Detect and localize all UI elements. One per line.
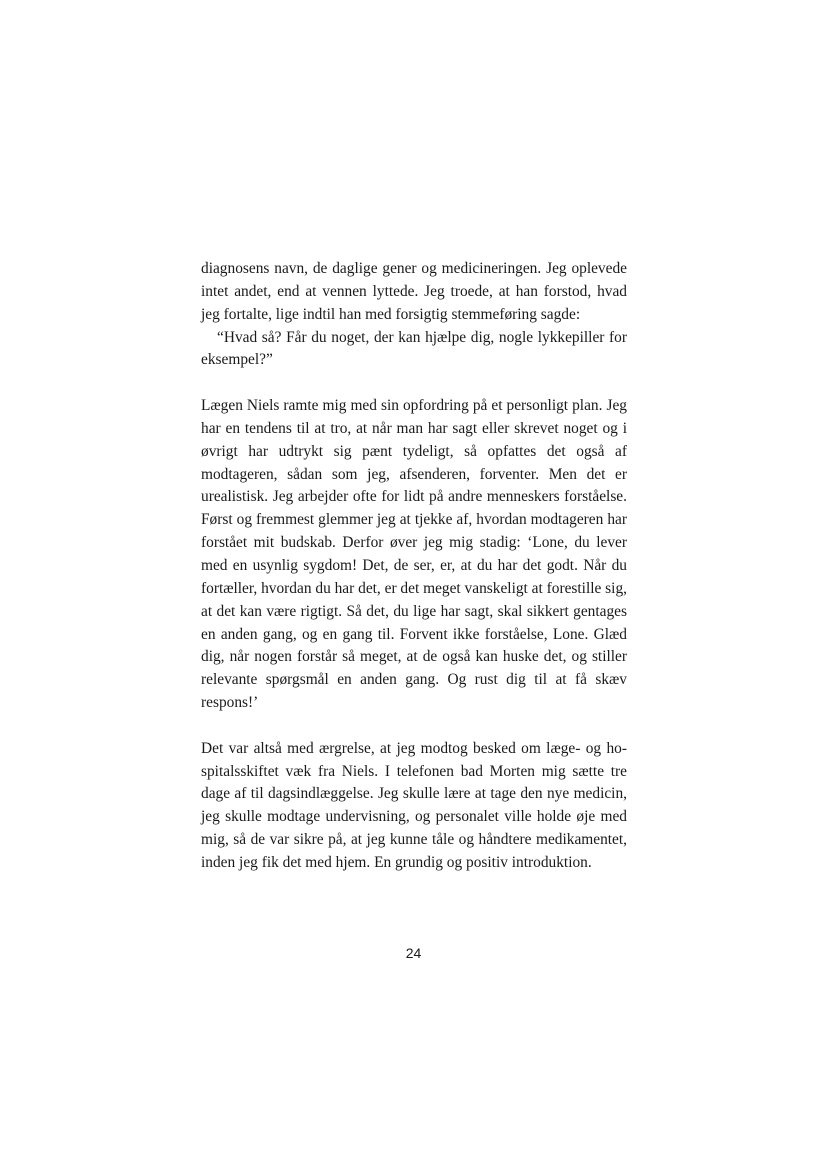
page-number: 24: [405, 945, 422, 961]
paragraph-3: Lægen Niels ramte mig med sin opfordring på et personligt plan. Jeg har en tendens til at tro, at når man har sagt eller skrevet noget og i øvrigt har udtrykt sig pænt tydeligt, så opfattes det også af modtageren, sådan som jeg, afsenderen, forventer. Men det er urealistisk. Jeg arbejder ofte for lidt på andre menneskers forståelse. Først og fremmest glemmer jeg at tjekke af, hvordan modtageren har forstået mit budskab. Derfor øver jeg mig stadig: ‘Lone, du lever med en usynlig sygdom! Det, de ser, er, at du har det godt. Når du fortæller, hvordan du har det, er det meget vanskeligt at forestille sig, at det kan være rigtigt. Så det, du lige har sagt, skal sikkert gentages en anden gang, og en gang til. Forvent ikke forståelse, Lone. Glæd dig, når nogen forstår så meget, at de også kan huske det, og stiller relevante spørgsmål en anden gang. Og rust dig til at få skæv respons!’: [201, 397, 627, 712]
paragraph-2-dialogue: “Hvad så? Får du noget, der kan hjælpe dig, nogle lykkepiller for eksempel?”: [201, 328, 627, 369]
body-text: [201, 258, 627, 875]
paragraph-1: diagnosens navn, de daglige gener og medicineringen. Jeg oplevede intet andet, end at vennen lyttede. Jeg troede, at han forstod, hvad jeg fortalte, lige indtil han med forsigtig stemmeføring sagde:: [201, 260, 627, 323]
paragraph-4: Det var altså med ærgrelse, at jeg modtog besked om læge- og hospitalsskiftet væk fra Niels. I telefonen bad Morten mig sætte tre dage af til dagsindlæggelse. Jeg skulle lære at tage den nye medicin, jeg skulle modtage undervisning, og personalet ville holde øje med mig, så de var sikre på, at jeg kunne tåle og håndtere medikamentet, inden jeg fik det med hjem. En grundig og positiv introduktion.: [201, 739, 627, 871]
